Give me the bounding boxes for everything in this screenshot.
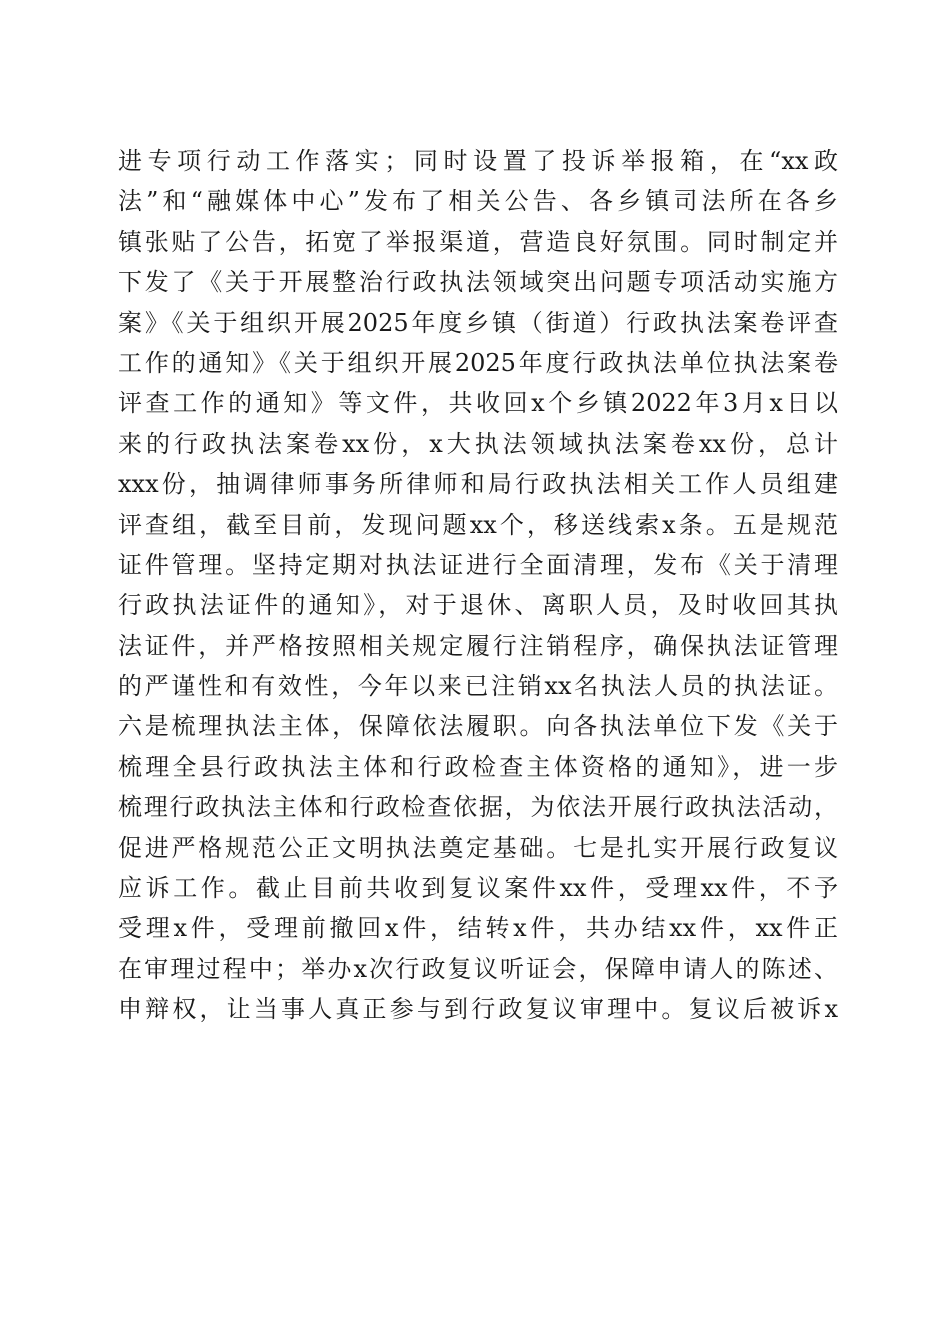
text-line: 法”和“融媒体中心”发布了相关公告、各乡镇司法所在各乡 (118, 187, 838, 216)
text-line: 促进严格规范公正文明执法奠定基础。七是扎实开展行政复议 (118, 833, 838, 862)
text-line: 镇张贴了公告，拓宽了举报渠道，营造良好氛围。同时制定并 (118, 227, 838, 256)
text-line: 应诉工作。截止目前共收到复议案件xx件，受理xx件，不予 (118, 874, 838, 903)
body-text (118, 141, 838, 1030)
text-line: 评查工作的通知》等文件，共收回x个乡镇2022年3月x日以 (118, 389, 838, 418)
text-line: 梳理全县行政执法主体和行政检查主体资格的通知》，进一步 (118, 752, 838, 781)
text-line: 六是梳理执法主体，保障依法履职。向各执法单位下发《关于 (118, 712, 838, 741)
text-line: 来的行政执法案卷xx份，x大执法领域执法案卷xx份，总计 (118, 429, 838, 458)
text-line: 行政执法证件的通知》，对于退休、离职人员，及时收回其执 (118, 591, 838, 620)
text-line: 申辩权，让当事人真正参与到行政复议审理中。复议后被诉x (118, 995, 838, 1024)
text-line: 在审理过程中；举办x次行政复议听证会，保障申请人的陈述、 (118, 954, 838, 983)
text-line: xxx份，抽调律师事务所律师和局行政执法相关工作人员组建 (118, 470, 838, 499)
text-line: 证件管理。坚持定期对执法证进行全面清理，发布《关于清理 (118, 550, 838, 579)
text-line: 工作的通知》《关于组织开展2025年度行政执法单位执法案卷 (118, 348, 838, 377)
text-line: 法证件，并严格按照相关规定履行注销程序，确保执法证管理 (118, 631, 838, 660)
text-line: 评查组，截至目前，发现问题xx个，移送线索x条。五是规范 (118, 510, 838, 539)
text-line: 梳理行政执法主体和行政检查依据，为依法开展行政执法活动， (118, 793, 838, 822)
text-line: 案》《关于组织开展2025年度乡镇（街道）行政执法案卷评查 (118, 308, 838, 337)
text-line: 的严谨性和有效性，今年以来已注销xx名执法人员的执法证。 (118, 672, 838, 701)
text-line: 进专项行动工作落实；同时设置了投诉举报箱，在“xx政 (118, 147, 838, 175)
text-line: 受理x件，受理前撤回x件，结转x件，共办结xx件，xx件正 (118, 914, 838, 943)
text-line: 下发了《关于开展整治行政执法领域突出问题专项活动实施方 (118, 268, 838, 297)
